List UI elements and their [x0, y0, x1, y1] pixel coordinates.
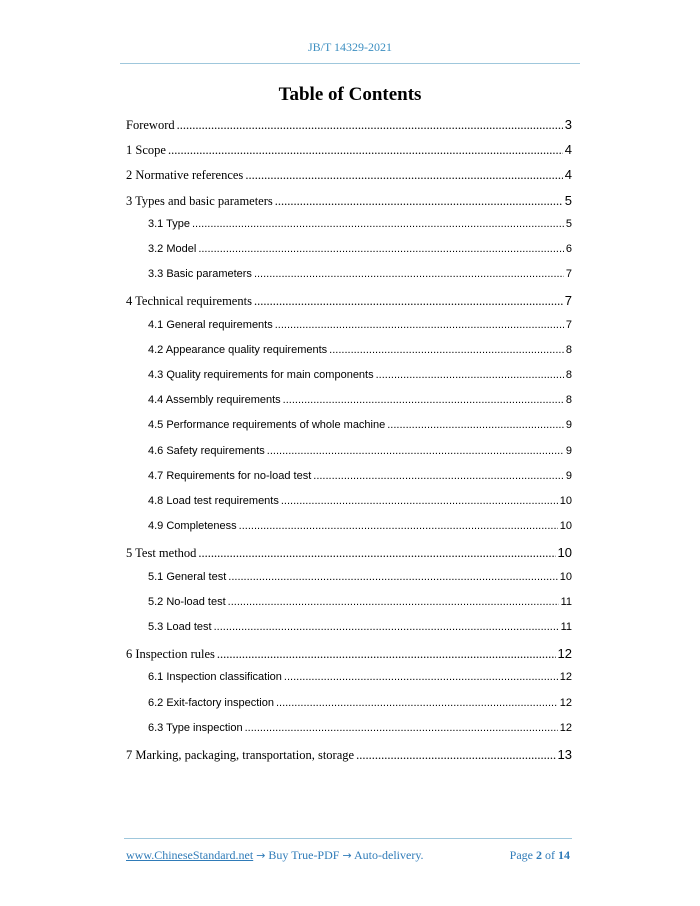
- auto-delivery-text: Auto-delivery.: [354, 848, 424, 862]
- toc-leader-dots: [245, 722, 558, 734]
- toc-entry[interactable]: [148, 520, 572, 540]
- toc-leader-dots: [192, 218, 564, 230]
- toc-entry[interactable]: [148, 369, 572, 389]
- toc-leader-dots: [267, 445, 564, 457]
- toc-leader-dots: [387, 419, 564, 431]
- toc-entry[interactable]: [148, 445, 572, 465]
- page-word: Page: [509, 848, 533, 862]
- toc-leader-dots: [329, 344, 564, 356]
- toc-entry[interactable]: [148, 596, 572, 616]
- toc-entry-page-number: 6: [565, 243, 572, 255]
- toc-entry-page-number: 9: [565, 469, 572, 482]
- toc-entry-label: 3 Types and basic parameters: [126, 193, 273, 208]
- toc-entry-page-number: 12: [559, 671, 572, 684]
- toc-entry-label: 7 Marking, packaging, transportation, storage: [126, 748, 355, 762]
- toc-entry[interactable]: [126, 545, 572, 565]
- toc-entry[interactable]: [126, 193, 572, 213]
- toc-entry-page-number: 12: [559, 721, 572, 734]
- toc-entry-page-number: 10: [557, 545, 572, 561]
- toc-entry-page-number: 8: [565, 369, 572, 381]
- toc-leader-dots: [177, 118, 563, 133]
- toc-entry-page-number: 12: [557, 646, 572, 662]
- toc-entry[interactable]: [126, 117, 572, 137]
- toc-entry-label: 5 Test method: [126, 546, 197, 561]
- toc-leader-dots: [239, 520, 558, 532]
- toc-entry-page-number: 9: [565, 444, 572, 457]
- toc-entry[interactable]: [148, 621, 572, 641]
- toc-entry-label: 5.2 No-load test: [148, 595, 226, 608]
- toc-entry-page-number: 4: [564, 142, 572, 158]
- toc-leader-dots: [217, 647, 556, 662]
- toc-leader-dots: [254, 268, 564, 280]
- toc-leader-dots: [254, 294, 563, 309]
- toc-entry[interactable]: [126, 142, 572, 162]
- toc-entry-label: 2 Normative references: [126, 168, 244, 183]
- toc-entry[interactable]: [126, 747, 572, 767]
- toc-leader-dots: [198, 546, 555, 561]
- toc-leader-dots: [275, 194, 563, 209]
- toc-entry-page-number: 5: [565, 217, 572, 230]
- page-of-word: of: [545, 848, 555, 862]
- toc-entry-label: 3.1 Type: [148, 217, 190, 230]
- toc-entry[interactable]: [126, 293, 572, 313]
- toc-entry-page-number: 12: [559, 696, 572, 709]
- buy-pdf-text: Buy True-PDF: [268, 848, 340, 862]
- toc-entry-label: 5.1 General test: [148, 570, 227, 583]
- toc-entry-page-number: 8: [565, 394, 572, 407]
- toc-entry-label: 4.8 Load test requirements: [148, 495, 279, 507]
- toc-entry-page-number: 11: [560, 621, 572, 633]
- toc-entry-page-number: 13: [557, 747, 572, 762]
- toc-entry-page-number: 3: [564, 117, 572, 132]
- page-number-indicator: [510, 848, 570, 863]
- toc-entry[interactable]: [148, 344, 572, 364]
- footer-divider: [124, 838, 572, 839]
- toc-entry-label: 4.3 Quality requirements for main components: [148, 369, 374, 381]
- toc-entry-page-number: 5: [564, 192, 572, 208]
- toc-leader-dots: [275, 319, 564, 331]
- toc-entry-label: 6.2 Exit-factory inspection: [148, 696, 274, 709]
- toc-leader-dots: [214, 621, 559, 633]
- toc-entry-page-number: 9: [565, 419, 572, 432]
- toc-entry-page-number: 4: [564, 167, 572, 183]
- toc-leader-dots: [376, 369, 564, 381]
- toc-entry-page-number: 10: [559, 520, 572, 533]
- toc-entry[interactable]: [148, 419, 572, 439]
- document-code-header: JB/T 14329-2021: [307, 40, 393, 54]
- toc-entry-label: 4.5 Performance requirements of whole machine: [148, 419, 386, 432]
- toc-entry-page-number: 7: [565, 268, 572, 281]
- toc-entry-label: 6.3 Type inspection: [148, 721, 243, 734]
- toc-entry-page-number: 7: [564, 293, 572, 309]
- toc-leader-dots: [283, 394, 564, 406]
- toc-entry-label: 4.1 General requirements: [148, 318, 273, 331]
- toc-entry-label: 3.3 Basic parameters: [148, 268, 252, 281]
- toc-entry[interactable]: [148, 268, 572, 288]
- toc-entry-label: 4.7 Requirements for no-load test: [148, 469, 312, 482]
- toc-entry-label: 1 Scope: [126, 143, 166, 158]
- toc-entry[interactable]: [126, 167, 572, 187]
- toc-leader-dots: [168, 143, 563, 158]
- toc-leader-dots: [198, 243, 564, 255]
- total-page-count: 14: [558, 848, 570, 862]
- arrow-right-icon: →: [342, 849, 352, 862]
- toc-entry-page-number: 7: [565, 318, 572, 331]
- toc-entry-page-number: 10: [559, 495, 572, 507]
- toc-entry-label: 5.3 Load test: [148, 621, 212, 633]
- toc-entry[interactable]: [148, 671, 572, 691]
- website-link[interactable]: www.ChineseStandard.net: [126, 848, 254, 862]
- header-divider: [120, 63, 580, 64]
- toc-leader-dots: [281, 495, 558, 507]
- toc-leader-dots: [228, 596, 559, 608]
- toc-entry[interactable]: [148, 697, 572, 717]
- toc-entry-label: 6.1 Inspection classification: [148, 671, 282, 684]
- toc-entry-label: 4.6 Safety requirements: [148, 444, 265, 457]
- toc-entry[interactable]: [148, 495, 572, 515]
- toc-entry-page-number: 10: [559, 570, 572, 583]
- arrow-right-icon: →: [256, 849, 266, 862]
- toc-leader-dots: [356, 748, 555, 763]
- toc-entry-label: 3.2 Model: [148, 243, 197, 255]
- toc-entry-label: 4.4 Assembly requirements: [148, 394, 281, 407]
- toc-entry-page-number: 11: [560, 595, 572, 608]
- toc-entry[interactable]: [148, 218, 572, 238]
- toc-leader-dots: [245, 168, 562, 183]
- current-page-number: 2: [536, 848, 542, 862]
- toc-leader-dots: [313, 470, 564, 482]
- toc-entry-label: 6 Inspection rules: [126, 647, 215, 662]
- toc-entry[interactable]: [148, 470, 572, 490]
- toc-entry[interactable]: [148, 394, 572, 414]
- page-title: Table of Contents: [278, 84, 422, 105]
- toc-entry-page-number: 8: [565, 343, 572, 356]
- footer: [126, 848, 570, 863]
- toc-leader-dots: [276, 697, 558, 709]
- toc-entry-label: 4.2 Appearance quality requirements: [148, 343, 328, 356]
- toc-entry[interactable]: [148, 722, 572, 742]
- toc-entry[interactable]: [148, 243, 572, 263]
- toc-entry-label: Foreword: [126, 118, 175, 132]
- toc-entry[interactable]: [126, 646, 572, 666]
- toc-leader-dots: [228, 571, 557, 583]
- toc-entry[interactable]: [148, 319, 572, 339]
- toc-leader-dots: [284, 671, 558, 683]
- toc-entry[interactable]: [148, 571, 572, 591]
- toc-entry-label: 4 Technical requirements: [126, 294, 252, 309]
- toc-entry-label: 4.9 Completeness: [148, 520, 237, 533]
